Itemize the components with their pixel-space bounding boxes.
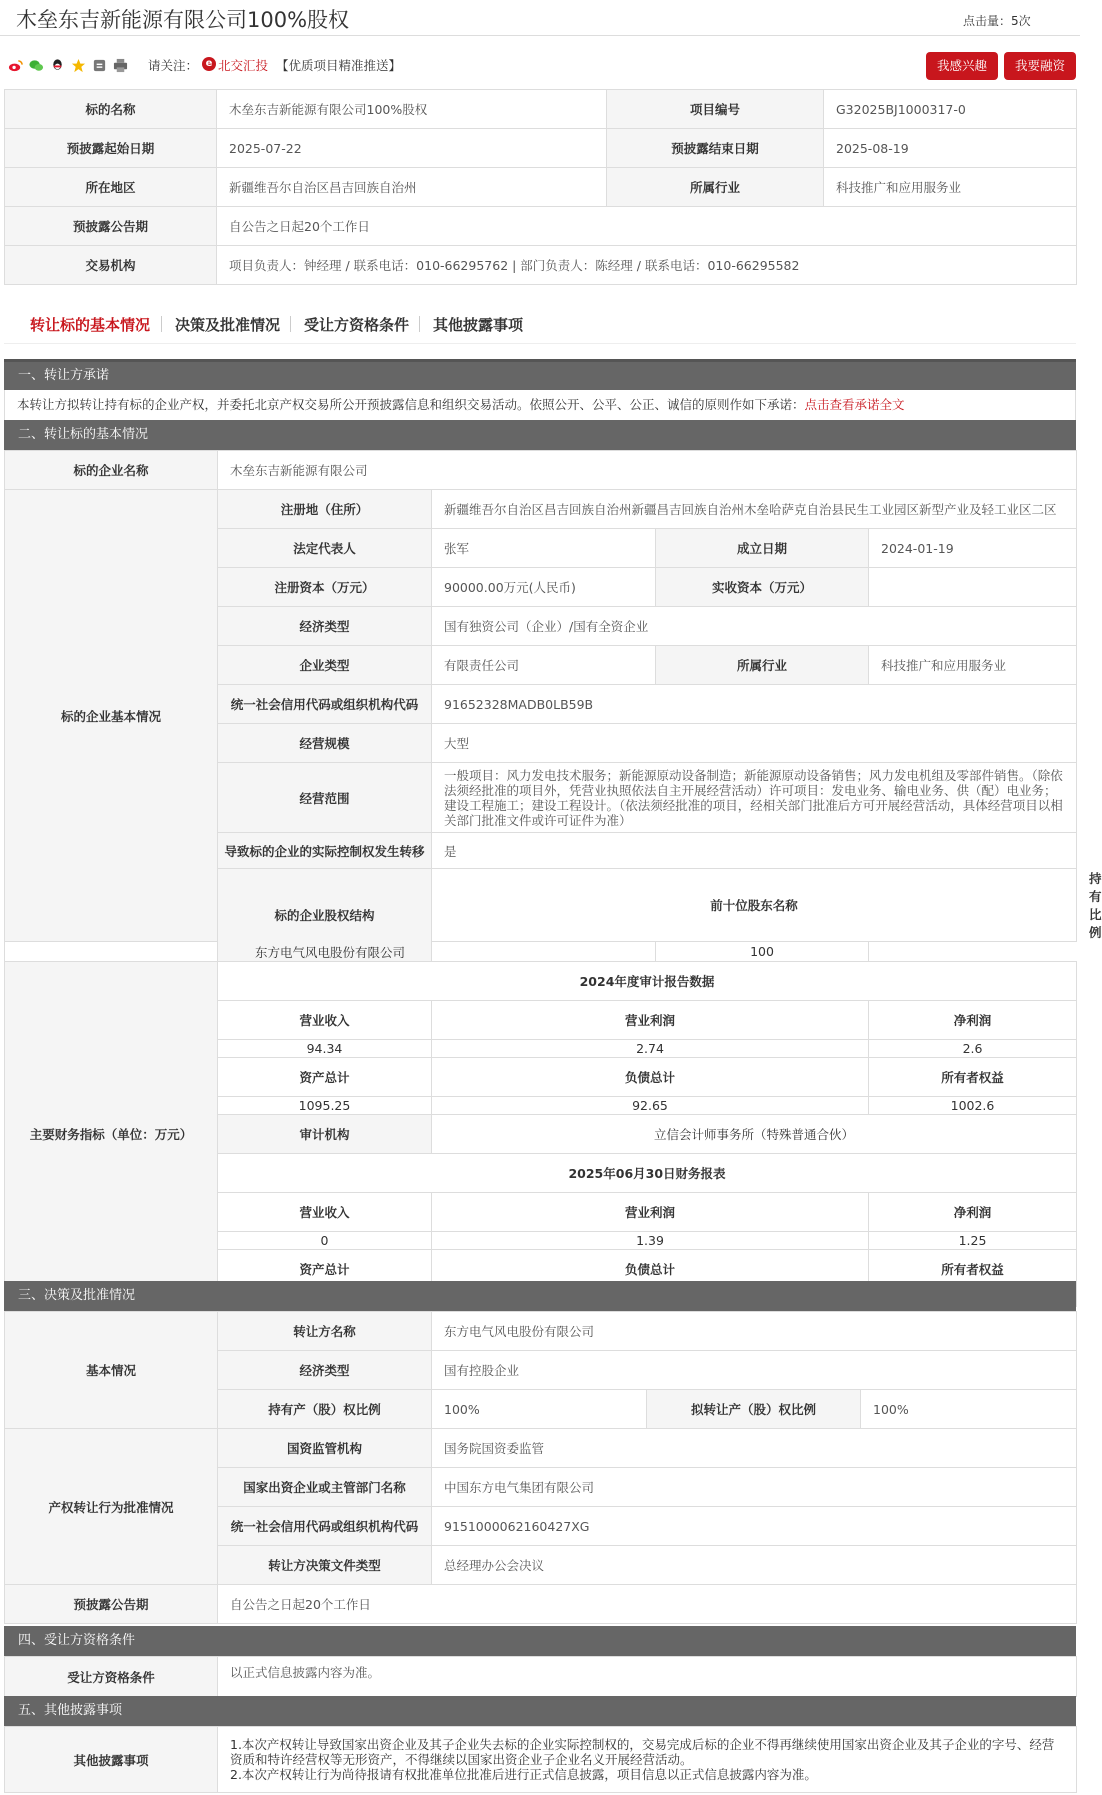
audit-assets-value: 1095.25 [218, 1097, 432, 1115]
auditor-value: 立信会计师事务所（特殊普通合伙） [432, 1115, 1077, 1154]
audit-debt-value: 92.65 [432, 1097, 869, 1115]
follow-label: 请关注： [148, 58, 199, 73]
tab-divider [419, 316, 420, 332]
approval-key: 产权转让行为批准情况 [5, 1429, 218, 1585]
section-5-header: 五、其他披露事项 [4, 1696, 1076, 1726]
copy-icon[interactable] [92, 58, 107, 73]
supervisor-value: 国务院国资委监管 [432, 1429, 1077, 1468]
report-equity-header: 所有者权益 [869, 1250, 1077, 1289]
qq-icon[interactable] [50, 58, 65, 73]
paid-capital-value [869, 568, 1077, 607]
period-key: 预披露公告期 [5, 207, 217, 246]
decision-table [4, 1311, 1077, 1624]
reg-capital-value: 90000.00万元(人民币) [432, 568, 656, 607]
commitment-body: 本转让方拟转让持有标的企业产权，并委托北京产权交易所公开预披露信息和组织交易活动。依照公开、公平、公正、诚信的原则作如下承诺： [17, 397, 805, 412]
tab-basic[interactable]: 转让标的基本情况 [30, 316, 151, 334]
section-2-header: 二、转让标的基本情况 [4, 420, 1076, 450]
follow-link[interactable]: 北交汇投 [218, 58, 269, 73]
report-net-value: 1.25 [869, 1232, 1077, 1250]
code-key: 项目编号 [607, 90, 824, 129]
other-disclosure-item: 1.本次产权转让导致国家出资企业及其子企业失去标的企业实际控制权的，交易完成后标的企业不得再继续使用国家出资企业及其子企业的字号、经营资质和特许经营权等无形资产，不得继续以国家出资企业子企业名义开展经营活动。 [230, 1737, 1055, 1767]
legal-rep-key: 法定代表人 [218, 529, 432, 568]
section-tabs [4, 302, 1076, 344]
credit-code-value: 91652328MADB0LB59B [432, 685, 1077, 724]
business-scope-key: 经营范围 [218, 763, 432, 833]
audit-title: 2024年度审计报告数据 [218, 962, 1077, 1001]
audit-profit-header: 营业利润 [432, 1001, 869, 1040]
enterprise-type-key: 企业类型 [218, 646, 432, 685]
hold-ratio-value: 100% [432, 1390, 647, 1429]
audit-equity-value: 1002.6 [869, 1097, 1077, 1115]
audit-profit-value: 2.74 [432, 1040, 869, 1058]
decision-doc-value: 总经理办公会决议 [432, 1546, 1077, 1585]
other-disclosure-item: 2.本次产权转让行为尚待报请有权批准单位批准后进行正式信息披露，项目信息以正式信息披露内容为准。 [230, 1767, 817, 1782]
industry-value: 科技推广和应用服务业 [824, 168, 1077, 207]
decision-basic-key: 基本情况 [5, 1312, 218, 1429]
economy-type-key: 经济类型 [218, 607, 432, 646]
company-name-key: 标的企业名称 [5, 451, 218, 490]
scale-value: 大型 [432, 724, 1077, 763]
start-date-key: 预披露起始日期 [5, 129, 217, 168]
interest-button[interactable]: 我感兴趣 [926, 52, 998, 80]
control-transfer-value: 是 [432, 833, 1077, 869]
end-date-value: 2025-08-19 [824, 129, 1077, 168]
report-assets-header: 资产总计 [218, 1250, 432, 1289]
other-disclosure-table [4, 1726, 1077, 1793]
title-bar [0, 0, 1080, 36]
equity-structure-key: 标的企业股权结构 [218, 869, 432, 962]
region-key: 所在地区 [5, 168, 217, 207]
follow-tag: 【优质项目精准推送】 [276, 58, 402, 73]
report-net-header: 净利润 [869, 1193, 1077, 1232]
enterprise-type-value: 有限责任公司 [432, 646, 656, 685]
audit-revenue-header: 营业收入 [218, 1001, 432, 1040]
equity-ratio-value: 100 [656, 942, 869, 962]
hold-ratio-key: 持有产（股）权比例 [218, 1390, 432, 1429]
audit-equity-header: 所有者权益 [869, 1058, 1077, 1097]
section-4-header: 四、受让方资格条件 [4, 1626, 1076, 1656]
address-value: 新疆维吾尔自治区昌吉回族自治州新疆昌吉回族自治州木垒哈萨克自治县民生工业园区新型产业及轻工业区二区 [432, 490, 1077, 529]
equity-shareholder-header: 前十位股东名称 [432, 869, 1077, 942]
paid-capital-key: 实收资本（万元） [656, 568, 869, 607]
decision-period-key: 预披露公告期 [5, 1585, 218, 1624]
company-industry-key: 所属行业 [656, 646, 869, 685]
seller-credit-value: 9151000062160427XG [432, 1507, 1077, 1546]
parent-org-key: 国家出资企业或主管部门名称 [218, 1468, 432, 1507]
start-date-value: 2025-07-22 [217, 129, 607, 168]
seller-name-key: 转让方名称 [218, 1312, 432, 1351]
auditor-key: 审计机构 [218, 1115, 432, 1154]
report-profit-header: 营业利润 [432, 1193, 869, 1232]
audit-revenue-value: 94.34 [218, 1040, 432, 1058]
audit-assets-header: 资产总计 [218, 1058, 432, 1097]
section-3-header: 三、决策及批准情况 [4, 1281, 1076, 1311]
supervisor-key: 国资监管机构 [218, 1429, 432, 1468]
audit-debt-header: 负债总计 [432, 1058, 869, 1097]
found-date-value: 2024-01-19 [869, 529, 1077, 568]
scale-key: 经营规模 [218, 724, 432, 763]
seller-name-value: 东方电气风电股份有限公司 [432, 1312, 1077, 1351]
equity-shareholder-name: 东方电气风电股份有限公司 [5, 942, 656, 962]
wechat-icon[interactable] [29, 58, 44, 73]
reg-capital-key: 注册资本（万元） [218, 568, 432, 607]
hit-count: 点击量：5次 [963, 14, 1031, 28]
region-value: 新疆维吾尔自治区昌吉回族自治州 [217, 168, 607, 207]
qualification-value: 以正式信息披露内容为准。 [218, 1657, 1077, 1697]
address-key: 注册地（住所） [218, 490, 432, 529]
qualification-table [4, 1656, 1077, 1697]
star-icon[interactable] [71, 58, 86, 73]
seller-economy-key: 经济类型 [218, 1351, 432, 1390]
report-debt-header: 负债总计 [432, 1250, 869, 1289]
report-revenue-value: 0 [218, 1232, 432, 1250]
name-key: 标的名称 [5, 90, 217, 129]
name-value: 木垒东吉新能源有限公司100%股权 [217, 90, 607, 129]
company-basic-key: 标的企业基本情况 [5, 490, 218, 942]
found-date-key: 成立日期 [656, 529, 869, 568]
tab-qualification[interactable]: 受让方资格条件 [304, 316, 410, 334]
period-value: 自公告之日起20个工作日 [217, 207, 1077, 246]
report-title: 2025年06月30日财务报表 [218, 1154, 1077, 1193]
code-value: G32025BJ1000317-0 [824, 90, 1077, 129]
share-bar [0, 48, 1080, 82]
org-key: 交易机构 [5, 246, 217, 285]
bjhj-logo-icon: e [202, 57, 216, 71]
audit-net-header: 净利润 [869, 1001, 1077, 1040]
basic-info-table: 标的企业名称 木垒东吉新能源有限公司 标的企业基本情况 注册地（住所） 新疆维吾尔自治区昌吉回族自治州新疆昌吉回族自治州木垒哈萨克自治县民生工业园区新型产业及轻工业区二区 法定代表人 张军 成立日期 2024-01-19 注册资本（万元） 90000.00万元(人民币) 实收资本（万元） 经济类型 国有独资公司（企业）/国有全资企业 企业类型 有限责任公司 所属行业 科技推广和应用服务业 统一社会信用代码或组织机构代码 91652328MADB0LB59B 经营规模 大型 经营范围 一般项目：风力发电技术服务；新能源原动设备制造；新能源原动设备销售；风力发电机组及零部件销售。（除依法须经批准的项目外，凭营业执照依法自主开展经营活动）许可项目：发电业务、输电业务、供（配）电业务；建设工程施工；建设工程设计。（依法须经批准的项目，经相关部门批准后方可开展经营活动，具体经营项目以相关部门批准文件或许可证件为准） 导致标的企业的实际控制权发生转移 是 标的企业股权结构 前十位股东名称 持有比例 东方电气风电股份有限公司 100 主要财务指标（单位：万元） 2024年度审计报告数据 营业收入 营业利润 净利润 94.34 2.74 2.6 资产总计 负债总计 所有者权益 1095.25 92.65 1002.6 审计机构 立信会计师事务所（特殊普通合伙） 2025年06月30日财务报表 营业收入 营业利润 净利润 0 1.39 1.25 资产总计 负债总计 所有者权益 [4, 450, 1077, 1307]
seller-economy-value: 国有控股企业 [432, 1351, 1077, 1390]
decision-doc-key: 转让方决策文件类型 [218, 1546, 432, 1585]
credit-code-key: 统一社会信用代码或组织机构代码 [218, 685, 432, 724]
finance-button[interactable]: 我要融资 [1004, 52, 1076, 80]
report-revenue-header: 营业收入 [218, 1193, 432, 1232]
economy-type-value: 国有独资公司（企业）/国有全资企业 [432, 607, 1077, 646]
seller-credit-key: 统一社会信用代码或组织机构代码 [218, 1507, 432, 1546]
legal-rep-value: 张军 [432, 529, 656, 568]
industry-key: 所属行业 [607, 168, 824, 207]
company-name-value: 木垒东吉新能源有限公司 [218, 451, 1077, 490]
other-disclosure-value [218, 1727, 1077, 1793]
control-transfer-key: 导致标的企业的实际控制权发生转移 [218, 833, 432, 869]
report-profit-value: 1.39 [432, 1232, 869, 1250]
page-title: 木垒东吉新能源有限公司100%股权 [16, 8, 350, 32]
financial-key: 主要财务指标（单位：万元） [5, 962, 218, 1307]
summary-table [4, 89, 1077, 285]
weibo-icon[interactable] [8, 58, 23, 73]
section-1-header: 一、转让方承诺 [4, 362, 1076, 390]
qualification-key: 受让方资格条件 [5, 1657, 218, 1697]
end-date-key: 预披露结束日期 [607, 129, 824, 168]
commitment-link[interactable]: 点击查看承诺全文 [804, 397, 905, 412]
print-icon[interactable] [113, 58, 128, 73]
tab-decision[interactable]: 决策及批准情况 [175, 316, 281, 334]
audit-net-value: 2.6 [869, 1040, 1077, 1058]
org-value: 项目负责人：钟经理 / 联系电话：010-66295762 | 部门负责人：陈经理 / 联系电话：010-66295582 [217, 246, 1077, 285]
commitment-text [4, 390, 1076, 420]
tab-divider [290, 316, 291, 332]
tab-divider [161, 316, 162, 332]
tab-other[interactable]: 其他披露事项 [433, 316, 524, 334]
plan-ratio-key: 拟转让产（股）权比例 [647, 1390, 861, 1429]
decision-period-value: 自公告之日起20个工作日 [218, 1585, 1077, 1624]
company-industry-value: 科技推广和应用服务业 [869, 646, 1077, 685]
business-scope-value: 一般项目：风力发电技术服务；新能源原动设备制造；新能源原动设备销售；风力发电机组及零部件销售。（除依法须经批准的项目外，凭营业执照依法自主开展经营活动）许可项目：发电业务、输电业务、供（配）电业务；建设工程施工；建设工程设计。（依法须经批准的项目，经相关部门批准后方可开展经营活动，具体经营项目以相关部门批准文件或许可证件为准） [432, 763, 1077, 833]
parent-org-value: 中国东方电气集团有限公司 [432, 1468, 1077, 1507]
plan-ratio-value: 100% [861, 1390, 1077, 1429]
other-disclosure-key: 其他披露事项 [5, 1727, 218, 1793]
